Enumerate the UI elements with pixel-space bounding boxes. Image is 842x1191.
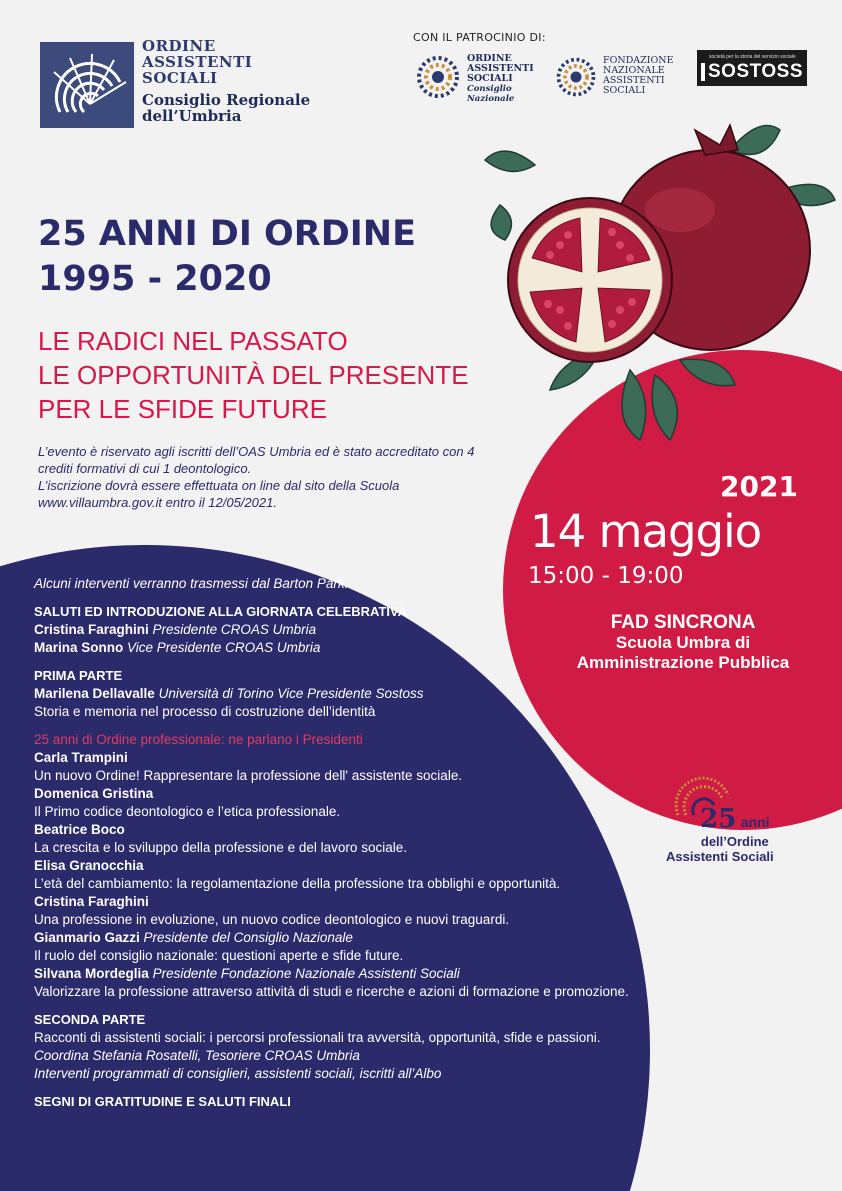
speaker-name: Domenica Gristina xyxy=(34,786,154,801)
pat-line: NAZIONALE xyxy=(603,65,665,76)
speaker-desc: La crescita e lo sviluppo della professione e del lavoro sociale. xyxy=(34,840,407,855)
event-venue-2: Amministrazione Pubblica xyxy=(576,653,790,672)
section-heading: SEGNI DI GRATITUDINE E SALUTI FINALI xyxy=(34,1094,291,1109)
pat-line: FONDAZIONE xyxy=(603,55,674,66)
pat-line: ORDINE xyxy=(467,53,512,64)
pat-line: SOCIALI xyxy=(467,73,513,84)
main-title xyxy=(38,212,416,302)
speaker-name: Cristina Faraghini xyxy=(34,894,149,909)
speaker-name: Gianmario Gazzi xyxy=(34,930,140,945)
speaker-entry xyxy=(34,857,674,893)
seconda-coord: Coordina Stefania Rosatelli, Tesoriere CROAS Umbria xyxy=(34,1048,360,1063)
speaker-list xyxy=(34,749,674,1001)
speaker-desc: Una professione in evoluzione, un nuovo codice deontologico e nuovi traguardi. xyxy=(34,912,510,927)
speaker-entry xyxy=(34,893,674,929)
speaker-name: Marina Sonno xyxy=(34,640,124,655)
speaker-entry xyxy=(34,785,674,821)
org-sub: dell’Umbria xyxy=(142,107,242,125)
section-heading: SALUTI ED INTRODUZIONE ALLA GIORNATA CELEBRATIVA xyxy=(34,604,408,619)
section-heading: SECONDA PARTE xyxy=(34,1012,146,1027)
speaker-desc: Il Primo codice deontologico e l’etica professionale. xyxy=(34,804,341,819)
subtitle-line-3: PER LE SFIDE FUTURE xyxy=(38,394,327,424)
anniversary-number: 25 xyxy=(700,804,737,834)
sostoss-logo xyxy=(697,50,807,86)
speaker-name: Carla Trampini xyxy=(34,750,128,765)
pat-line: Consiglio Nazionale xyxy=(467,84,515,104)
oas-umbria-name xyxy=(142,38,310,124)
speaker-entry xyxy=(34,929,674,965)
subtitle-line-1: LE RADICI NEL PASSATO xyxy=(38,326,348,356)
speaker-role: Presidente Fondazione Nazionale Assistenti Sociali xyxy=(152,966,460,981)
speaker-name: Beatrice Boco xyxy=(34,822,125,837)
event-date: 14 maggio xyxy=(530,505,762,558)
event-venue-1: Scuola Umbra di xyxy=(615,633,751,652)
pat-line: ASSISTENTI xyxy=(467,63,534,74)
event-mode-label: FAD SINCRONA xyxy=(610,612,756,633)
org-line: ORDINE xyxy=(142,37,216,55)
presidenti-heading: 25 anni di Ordine professionale: ne parlano i Presidenti xyxy=(34,732,363,747)
subtitle-line-2: LE OPPORTUNITÀ DEL PRESENTE xyxy=(38,360,469,390)
seconda-interventi: Interventi programmati di consiglieri, assistenti sociali, iscritti all’Albo xyxy=(34,1066,442,1081)
speaker-desc: Il ruolo del consiglio nazionale: questioni aperte e sfide future. xyxy=(34,948,404,963)
event-info xyxy=(38,443,478,511)
speaker-name: Cristina Faraghini xyxy=(34,622,149,637)
speaker-desc: Un nuovo Ordine! Rappresentare la professione dell' assistente sociale. xyxy=(34,768,463,783)
event-year: 2021 xyxy=(720,470,798,503)
speaker-entry xyxy=(34,821,674,857)
info-accreditation: L’evento è riservato agli iscritti dell’OAS Umbria ed è stato accreditato con 4 crediti formativi di cui 1 deontologico. xyxy=(38,444,475,476)
anniversary-text xyxy=(666,804,774,864)
pat-line: ASSISTENTI xyxy=(603,75,665,86)
nautilus-icon xyxy=(553,52,599,102)
intro-note: Alcuni interventi verranno trasmessi dal Barton Park. xyxy=(34,576,349,591)
nautilus-icon xyxy=(413,52,463,102)
org-sub: Consiglio Regionale xyxy=(142,91,311,109)
seconda-desc: Racconti di assistenti sociali: i percorsi professionali tra avversità, opportunità, sfide e passioni. xyxy=(34,1030,601,1045)
title-line-1: 25 ANNI DI ORDINE xyxy=(38,214,417,254)
anniversary-line-3: Assistenti Sociali xyxy=(666,849,774,864)
pomegranate-illustration xyxy=(480,120,840,450)
speaker-name: Marilena Dellavalle xyxy=(34,686,155,701)
speaker-role: Università di Torino Vice Presidente Sostoss xyxy=(158,686,424,701)
org-line: SOCIALI xyxy=(142,69,218,87)
info-registration: L’iscrizione dovrà essere effettuata on line dal sito della Scuola www.villaumbra.gov.it entro il 12/05/2021. xyxy=(38,478,400,510)
speaker-role: Vice Presidente CROAS Umbria xyxy=(127,640,321,655)
program xyxy=(34,575,674,1111)
speaker-desc: L’età del cambiamento: la regolamentazione della professione tra obblighi e opportunità. xyxy=(34,876,561,891)
speaker-entry xyxy=(34,749,674,785)
speaker-role: Presidente del Consiglio Nazionale xyxy=(143,930,353,945)
section-heading: PRIMA PARTE xyxy=(34,668,123,683)
anniversary-logo xyxy=(668,760,818,870)
speaker-role: Presidente CROAS Umbria xyxy=(152,622,317,637)
speaker-name: Silvana Mordeglia xyxy=(34,966,149,981)
speaker-desc: Storia e memoria nel processo di costruzione dell’identità xyxy=(34,704,376,719)
patrocinio-label: CON IL PATROCINIO DI: xyxy=(413,31,546,44)
title-line-2: 1995 - 2020 xyxy=(38,259,272,299)
oas-umbria-logo xyxy=(40,42,134,128)
org-line: ASSISTENTI xyxy=(142,53,253,71)
sostoss-small-text: società per la storia del servizio sociale xyxy=(709,54,796,60)
sostoss-name: SOSTOSS xyxy=(708,61,804,82)
anniversary-line-2: dell’Ordine xyxy=(700,834,769,849)
event-time: 15:00 - 19:00 xyxy=(528,563,684,589)
pat-line: SOCIALI xyxy=(603,85,646,96)
subtitle xyxy=(38,324,469,426)
speaker-entry xyxy=(34,965,674,1001)
speaker-name: Elisa Granocchia xyxy=(34,858,144,873)
speaker-desc: Valorizzare la professione attraverso attività di studi e ricerche e azioni di formazione e promozione. xyxy=(34,984,629,999)
sostoss-bar-icon xyxy=(701,63,705,81)
anniversary-word: anni xyxy=(740,814,770,830)
nautilus-icon xyxy=(40,42,134,128)
